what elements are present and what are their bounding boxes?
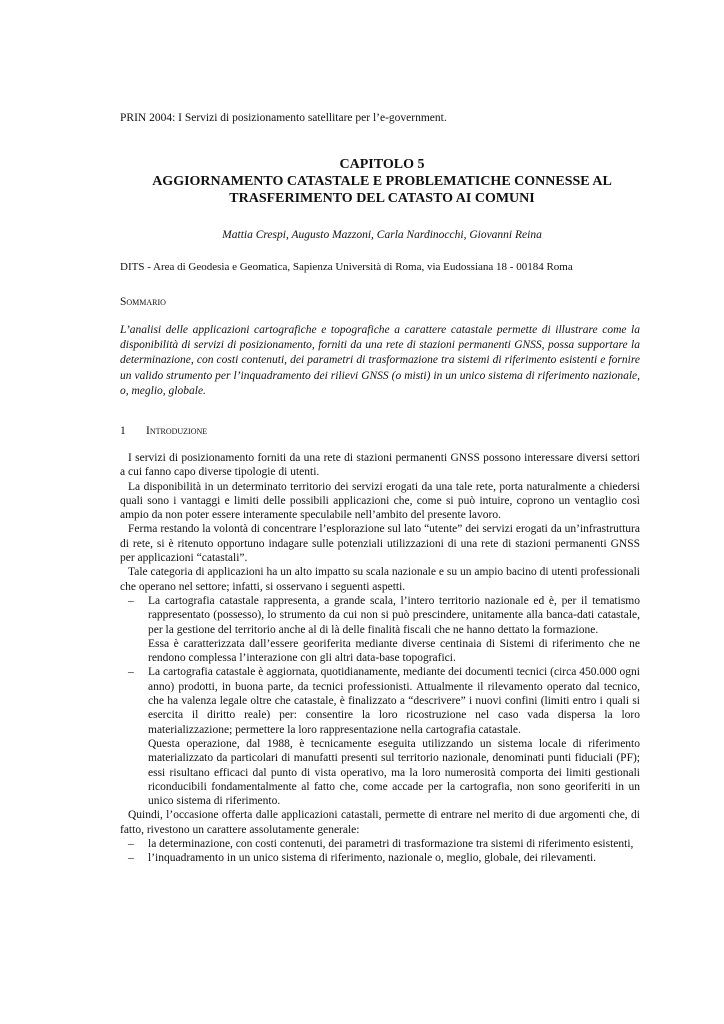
list-item-text: La cartografia catastale rappresenta, a grande scala, l’intero territorio nazionale ed è, per il tematismo rappresentato (possesso), lo strumento da cui non si può prescindere, unitamente alla banca-dati catastale, per la gestione del territorio anche al di là delle finalità fiscali che ne hanno dettato la formazione. [148,594,640,636]
running-header: PRIN 2004: I Servizi di posizionamento satellitare per l’e-government. [120,112,447,124]
abstract-text: L’analisi delle applicazioni cartografiche e topografiche a carattere catastale permette di illustrare come la disponibilità di servizi di posizionamento, forniti da una rete di stazioni permanenti GNSS, possa supportare la determinazione, con costi contenuti, dei parametri di trasformazione tra sistemi di riferimento esistenti e fornire un valido strumento per l’inquadramento dei rilievi GNSS (o misti) in un unico sistema di riferimento nazionale, o, meglio, globale. [120,324,640,397]
paragraph: Quindi, l’occasione offerta dalle applicazioni catastali, permette di entrare nel merito di due argomenti che, di fatto, rivestono un carattere assolutamente generale: [120,809,640,836]
section-number: 1 [120,425,126,437]
chapter-label: CAPITOLO 5 [339,157,425,172]
list-item [120,665,640,808]
list-item-text: la determinazione, con costi contenuti, dei parametri di trasformazione tra sistemi di riferimento esistenti, [148,838,634,851]
list-item [120,594,640,665]
list-item-text: l’inquadramento in un unico sistema di riferimento, nazionale o, meglio, globale, dei rilevamenti. [148,852,597,865]
dash-bullet: – [128,852,134,865]
dash-bullet: – [128,666,134,679]
list-item-text: La cartografia catastale è aggiornata, quotidianamente, mediante dei documenti tecnici (circa 450.000 ogni anno) prodotti, in buona parte, da tecnici professionisti. Attualmente il rilevamento operato dal tecnico, che ha valenza legale oltre che catastale, è finalizzato a “descrivere” i nuovi confini (limiti entro i quali si esercita il diritto reale) per: consentire la loro ricostruzione nel caso vada dispersa la loro materializzazione; permettere la loro rappresentazione nella cartografia catastale. [148,666,640,736]
intro-heading [120,425,207,437]
paragraph: I servizi di posizionamento forniti da una rete di stazioni permanenti GNSS possono interessare diversi settori a cui fanno capo diverse tipologie di utenti. [120,452,640,479]
chapter-title-line2: TRASFERIMENTO DEL CATASTO AI COMUNI [229,191,535,206]
paragraph: Tale categoria di applicazioni ha un alto impatto su scala nazionale e su un ampio bacino di utenti professionali che operano nel settore; infatti, si osservano i seguenti aspetti. [120,566,640,593]
affiliation: DITS - Area di Geodesia e Geomatica, Sapienza Università di Roma, via Eudossiana 18 - 00184 Roma [120,261,573,273]
section-title: Introduzione [146,425,208,437]
sommario-heading: Sommario [120,296,166,308]
paragraph: Ferma restando la volontà di concentrare l’esplorazione sul lato “utente” dei servizi erogati da un’infrastruttura di rete, si è ritenuto opportuno indagare sulle potenziali utilizzazioni di una rete di stazioni permanenti GNSS per applicazioni “catastali”. [120,523,640,565]
dash-bullet: – [128,594,134,607]
authors: Mattia Crespi, Augusto Mazzoni, Carla Nardinocchi, Giovanni Reina [222,229,542,241]
paragraph: La disponibilità in un determinato territorio dei servizi erogati da una tale rete, porta naturalmente a chiedersi quali sono i vantaggi e limiti delle possibili applicazioni che, come si può intuire, coprono un ventaglio così ampio da non poter essere interamente speculabile nell’ambito del presente lavoro. [120,480,640,522]
intro-body [120,451,640,866]
list-item [120,851,640,865]
chapter-heading [100,156,664,207]
list-item [120,837,640,851]
dash-bullet: – [128,838,134,851]
list-item-text: Essa è caratterizzata dall’essere georiferita mediante diverse centinaia di Sistemi di riferimento che ne rendono complessa l’interazione con gli altri data-base topografici. [148,637,640,665]
chapter-title-line1: AGGIORNAMENTO CATASTALE E PROBLEMATICHE CONNESSE AL [152,174,612,189]
list-item-text: Questa operazione, dal 1988, è tecnicamente eseguita utilizzando un sistema locale di riferimento materializzato da particolari di manufatti presenti sul territorio nazionale, denominati punti fiduciali (PF); essi risultano efficaci dal punto di vista operativo, ma la loro numerosità comporta dei limiti gestionali riconducibili fondamentalmente al fatto che, come accade per la cartografia, non sono georiferiti in un unico sistema di riferimento. [148,737,640,808]
